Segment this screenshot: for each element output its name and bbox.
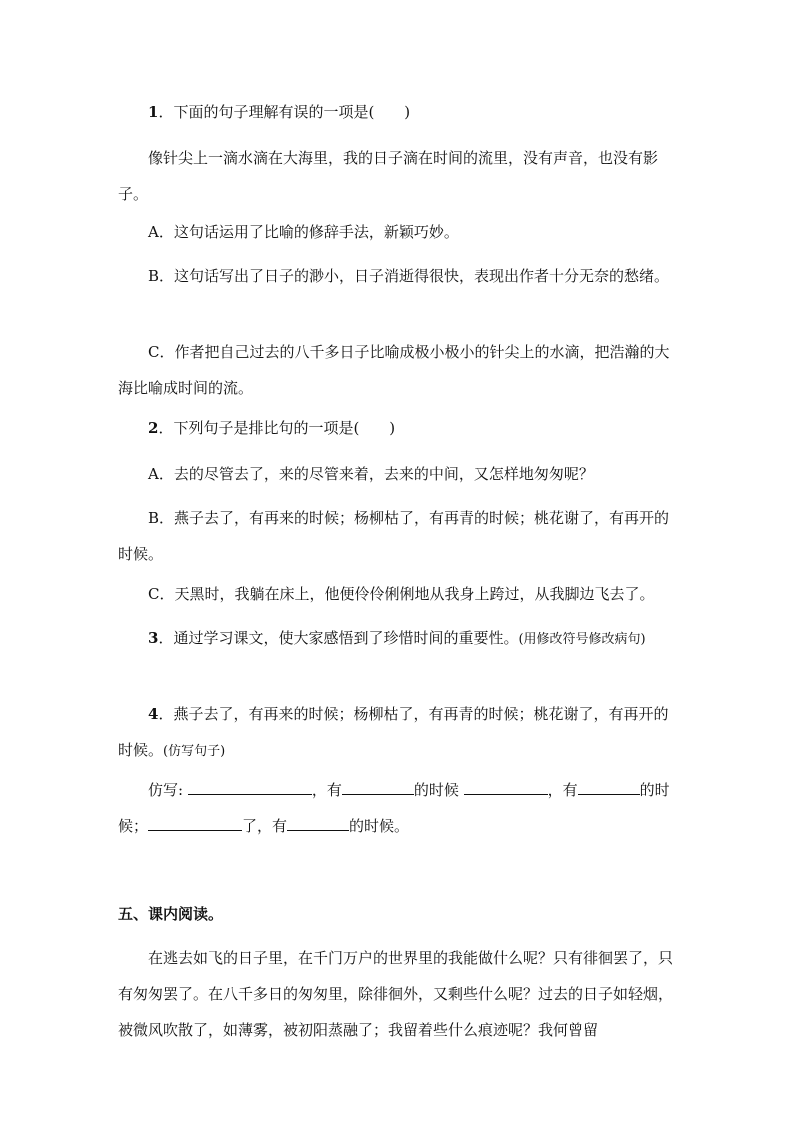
section-heading: 五、课内阅读。 (118, 905, 224, 923)
answer-blank-4[interactable] (578, 778, 640, 795)
fill-text: ，有 (547, 781, 578, 799)
question-1 (118, 94, 678, 130)
question-number: 1 (148, 103, 159, 121)
question-hint: (用修改符号修改病句) (518, 632, 646, 647)
question-text: ．通过学习课文，使大家感悟到了珍惜时间的重要性。 (158, 629, 519, 647)
question-1-quote: 像针尖上一滴水滴在大海里，我的日子滴在时间的流里，没有声音，也没有影子。 (118, 149, 659, 203)
question-text: ．下列句子是排比句的一项是( ) (158, 419, 396, 437)
question-text: ．燕子去了，有再来的时候；杨柳枯了，有再青的时候；桃花谢了，有再开的时候。 (118, 705, 669, 759)
question-hint: (仿写句子) (163, 744, 226, 759)
imitation-fill-in (118, 772, 678, 844)
question-2 (118, 410, 678, 446)
question-2-option-b: B．燕子去了，有再来的时候；杨柳枯了，有再青的时候；桃花谢了，有再开的时候。 (118, 509, 670, 563)
question-2-option-c: C．天黑时，我躺在床上，他便伶伶俐俐地从我身上跨过，从我脚边飞去了。 (148, 585, 655, 603)
question-1-option-a: A．这句话运用了比喻的修辞手法，新颖巧妙。 (148, 223, 459, 241)
fill-text: 了，有 (242, 817, 288, 835)
answer-blank-3[interactable] (464, 778, 548, 795)
fill-text: 的时候 (413, 781, 459, 799)
fill-text: 的时候。 (349, 817, 410, 835)
answer-blank-5[interactable] (148, 814, 242, 831)
question-number: 2 (148, 419, 159, 437)
question-number: 4 (148, 705, 159, 723)
question-text: ．下面的句子理解有误的一项是( ) (158, 103, 411, 121)
answer-blank-1[interactable] (188, 778, 312, 795)
reading-passage: 在逃去如飞的日子里，在千门万户的世界里的我能做什么呢？只有徘徊罢了，只有匆匆罢了。在八千多日的匆匆里，除徘徊外，又剩些什么呢？过去的日子如轻烟，被微风吹散了，如薄雾，被初阳蒸融了；我留着些什么痕迹呢？我何曾留 (118, 949, 674, 1039)
question-3 (118, 620, 678, 658)
question-1-option-b: B．这句话写出了日子的渺小，日子消逝得很快，表现出作者十分无奈的愁绪。 (148, 267, 670, 285)
question-2-option-a: A．去的尽管去了，来的尽管来着，去来的中间，又怎样地匆匆呢？ (148, 465, 594, 483)
question-4 (118, 696, 678, 770)
fill-label: 仿写: (148, 781, 184, 799)
fill-text: 的时候； (118, 781, 670, 835)
question-number: 3 (148, 629, 159, 647)
answer-blank-6[interactable] (287, 814, 349, 831)
answer-blank-2[interactable] (342, 778, 414, 795)
question-1-option-c: C．作者把自己过去的八千多日子比喻成极小极小的针尖上的水滴，把浩瀚的大海比喻成时间的流。 (118, 343, 670, 397)
fill-text: ，有 (311, 781, 342, 799)
